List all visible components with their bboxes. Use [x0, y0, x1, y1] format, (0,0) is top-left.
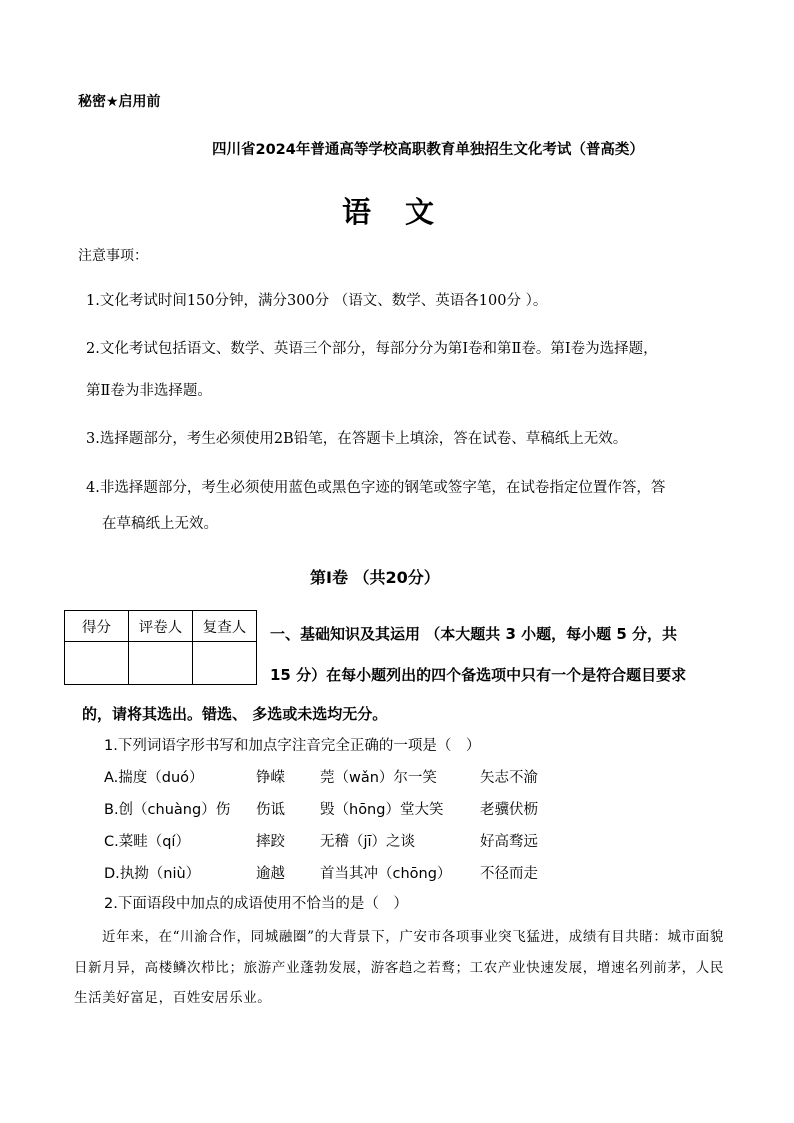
section-instructions-line3: 的，请将其选出。错选、 多选或未选均无分。 — [82, 705, 388, 723]
option-a-word2: 铮嵘 — [256, 770, 285, 786]
option-a-word4: 矢志不渝 — [480, 770, 538, 786]
score-header-grader: 评卷人 — [129, 611, 193, 642]
option-b-word4: 老骥伏枥 — [480, 802, 538, 818]
score-header-reviewer: 复查人 — [193, 611, 257, 642]
notice-item-1: 1.文化考试时间150分钟，满分300分 （语文、数学、英语各100分 ）。 — [86, 293, 548, 309]
question-1-stem: 1.下列词语字形书写和加点字注音完全正确的一项是（ ） — [104, 738, 481, 754]
option-a-word1: A.揣度（duó） — [104, 770, 204, 786]
notice-item-3: 3.选择题部分，考生必须使用2B铅笔，在答题卡上填涂，答在试卷、草稿纸上无效。 — [86, 431, 628, 447]
option-d-word2: 逾越 — [256, 866, 285, 882]
option-b-word3: 毁（hōng）堂大笑 — [320, 802, 444, 818]
subject-title: 语文 — [342, 195, 469, 229]
secret-label: 秘密★启用前 — [78, 94, 161, 110]
question-2-passage: 近年来，在“川渝合作，同城融圈”的大背景下，广安市各项事业突飞猛进，成绩有目共睹：城市面貌日新月异，高楼鳞次栉比；旅游产业蓬勃发展，游客趋之若鹜；工农产业快速发展，增速名列前茅，人民生活美好富足，百姓安居乐业。 — [74, 929, 724, 1006]
part-title: 第Ⅰ卷 （共20分） — [310, 568, 440, 587]
section-instructions-line2: 15 分）在每小题列出的四个备选项中只有一个是符合题目要求 — [270, 666, 687, 684]
reviewer-cell — [193, 642, 257, 685]
grader-cell — [129, 642, 193, 685]
section-instructions-line1: 一、基础知识及其运用 （本大题共 3 小题，每小题 5 分，共 — [270, 625, 677, 643]
score-header-score: 得分 — [65, 611, 129, 642]
notice-item-4-cont: 在草稿纸上无效。 — [102, 516, 218, 532]
option-d-word3: 首当其冲（chōng） — [320, 866, 452, 882]
option-a-word3: 莞（wǎn）尔一笑 — [320, 770, 437, 786]
option-b-word2: 伤诋 — [256, 802, 285, 818]
notice-item-2-cont: 第Ⅱ卷为非选择题。 — [86, 383, 212, 399]
option-c-word2: 摔跤 — [256, 834, 285, 850]
question-2-stem: 2.下面语段中加点的成语使用不恰当的是（ ） — [104, 896, 408, 912]
option-c-word3: 无稽（jī）之谈 — [320, 834, 416, 850]
exam-title: 四川省2024年普通高等学校高职教育单独招生文化考试（普高类） — [212, 142, 644, 158]
score-cell — [65, 642, 129, 685]
notice-item-4: 4.非选择题部分，考生必须使用蓝色或黑色字迹的钢笔或签字笔，在试卷指定位置作答，答 — [86, 480, 666, 496]
option-c-word4: 好高骛远 — [480, 834, 538, 850]
option-c-word1: C.菜畦（qí） — [104, 834, 190, 850]
option-d-word1: D.执拗（niù） — [104, 866, 201, 882]
score-table — [64, 610, 257, 685]
option-b-word1: B.创（chuàng）伤 — [104, 802, 231, 818]
notice-item-2: 2.文化考试包括语文、数学、英语三个部分，每部分分为第Ⅰ卷和第Ⅱ卷。第Ⅰ卷为选择题， — [86, 341, 658, 357]
notice-heading: 注意事项： — [78, 248, 148, 264]
option-d-word4: 不径而走 — [480, 866, 538, 882]
